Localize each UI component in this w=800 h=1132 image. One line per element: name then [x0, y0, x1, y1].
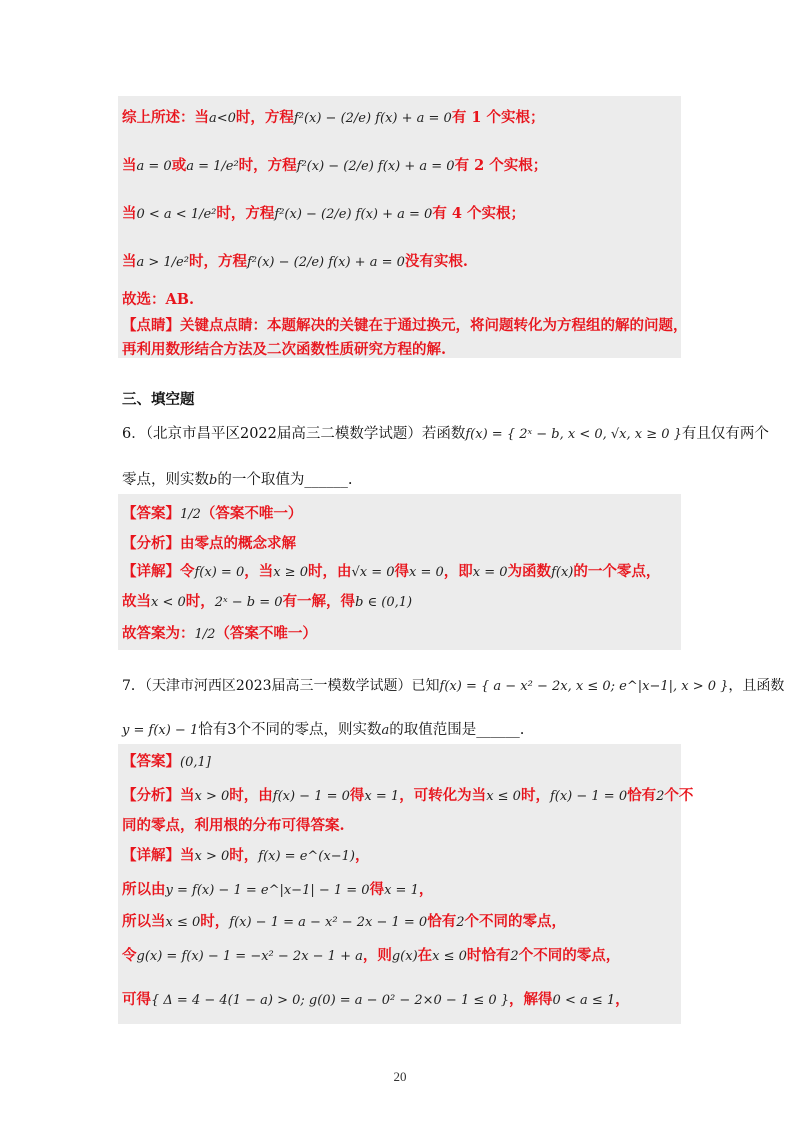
page-number: 20: [393, 1069, 407, 1084]
note-line-1: 【点睛】关键点点睛：本题解决的关键在于通过换元，将问题转化为方程组的解的问题，: [122, 317, 688, 334]
section-title: 三、填空题: [122, 391, 195, 408]
q7-stem-line-1: 7．（天津市河西区2023届高三一模数学试题）已知f(x) = { a − x² − 2x, x ≤ 0; e^|x−1|, x > 0 }，且函数: [122, 678, 785, 694]
summary-line-3: 当0 < a < 1/e²时，方程f²(x) − (2/e) f(x) + a = 0有 4 个实根；: [122, 205, 525, 222]
math-piecewise-function: f(x) = { a − x² − 2x, x ≤ 0; e^|x−1|, x > 0 }: [439, 679, 729, 694]
choice-line: 故选：AB.: [122, 291, 195, 308]
q7-answer: 【答案】(0,1]: [122, 753, 211, 770]
math-equation: f²(x) − (2/e) f(x) + a = 0: [296, 159, 455, 174]
summary-line-4: 当a > 1/e²时，方程f²(x) − (2/e) f(x) + a = 0没有实根.: [122, 253, 468, 270]
summary-line-1: 综上所述：当a<0时，方程f²(x) − (2/e) f(x) + a = 0有 1 个实根；: [122, 109, 545, 126]
math-equation: f²(x) − (2/e) f(x) + a = 0: [293, 111, 452, 126]
math-var: b: [209, 473, 218, 488]
math-equation: f²(x) − (2/e) f(x) + a = 0: [274, 207, 433, 222]
q7-detail-line-4: 令g(x) = f(x) − 1 = −x² − 2x − 1 + a，则g(x)在x ≤ 0时恰有2个不同的零点，: [122, 947, 621, 964]
q6-detail-line-1: 【详解】令f(x) = 0，当x ≥ 0时，由√x = 0得x = 0，即x = 0为函数f(x)的一个零点，: [122, 563, 661, 580]
math-cond: a<0: [209, 111, 236, 126]
math-cond: a > 1/e²: [136, 255, 189, 270]
math-equation: f²(x) − (2/e) f(x) + a = 0: [246, 255, 405, 270]
note-line-2: 再利用数形结合方法及二次函数性质研究方程的解.: [122, 341, 447, 358]
q7-detail-line-3: 所以当x ≤ 0时，f(x) − 1 = a − x² − 2x − 1 = 0恰有2个不同的零点，: [122, 913, 566, 930]
q6-analysis: 【分析】由零点的概念求解: [122, 535, 296, 552]
math-piecewise-function: f(x) = { 2ˣ − b, x < 0, √x, x ≥ 0 }: [465, 427, 682, 442]
math-system: { Δ = 4 − 4(1 − a) > 0; g(0) = a − 0² − 2×0 − 1 ≤ 0 }: [151, 993, 510, 1008]
q7-analysis-line-2: 同的零点，利用根的分布可得答案.: [122, 817, 345, 834]
q7-detail-line-5: 可得{ Δ = 4 − 4(1 − a) > 0; g(0) = a − 0² − 2×0 − 1 ≤ 0 }，解得0 < a ≤ 1，: [122, 991, 630, 1008]
q6-stem-line-1: 6．（北京市昌平区2022届高三二模数学试题）若函数f(x) = { 2ˣ − b, x < 0, √x, x ≥ 0 }有且仅有两个: [122, 426, 769, 442]
q7-detail-line-1: 【详解】当x > 0时，f(x) = e^(x−1)，: [122, 847, 370, 864]
q7-stem-line-2: y = f(x) − 1恰有3个不同的零点，则实数a的取值范围是______.: [122, 722, 525, 738]
math-cond: a = 1/e²: [186, 159, 239, 174]
q6-final-answer: 故答案为：1/2（答案不唯一）: [122, 625, 317, 642]
q6-stem-line-2: 零点，则实数b的一个取值为______.: [122, 472, 353, 488]
math-cond: 0 < a < 1/e²: [136, 207, 217, 222]
summary-line-2: 当a = 0或a = 1/e²时，方程f²(x) − (2/e) f(x) + a = 0有 2 个实根；: [122, 157, 548, 174]
math-cond: a = 0: [136, 159, 172, 174]
q7-detail-line-2: 所以由y = f(x) − 1 = e^|x−1| − 1 = 0得x = 1，: [122, 881, 434, 898]
q7-analysis-line-1: 【分析】当x > 0时，由f(x) − 1 = 0得x = 1，可转化为当x ≤ 0时，f(x) − 1 = 0恰有2个不: [122, 787, 694, 804]
q6-detail-line-2: 故当x < 0时，2ˣ − b = 0有一解，得b ∈ (0,1): [122, 593, 413, 610]
math-value: (0,1]: [180, 755, 211, 770]
math-value: 1/2: [180, 507, 201, 522]
q6-answer: 【答案】1/2（答案不唯一）: [122, 505, 303, 522]
